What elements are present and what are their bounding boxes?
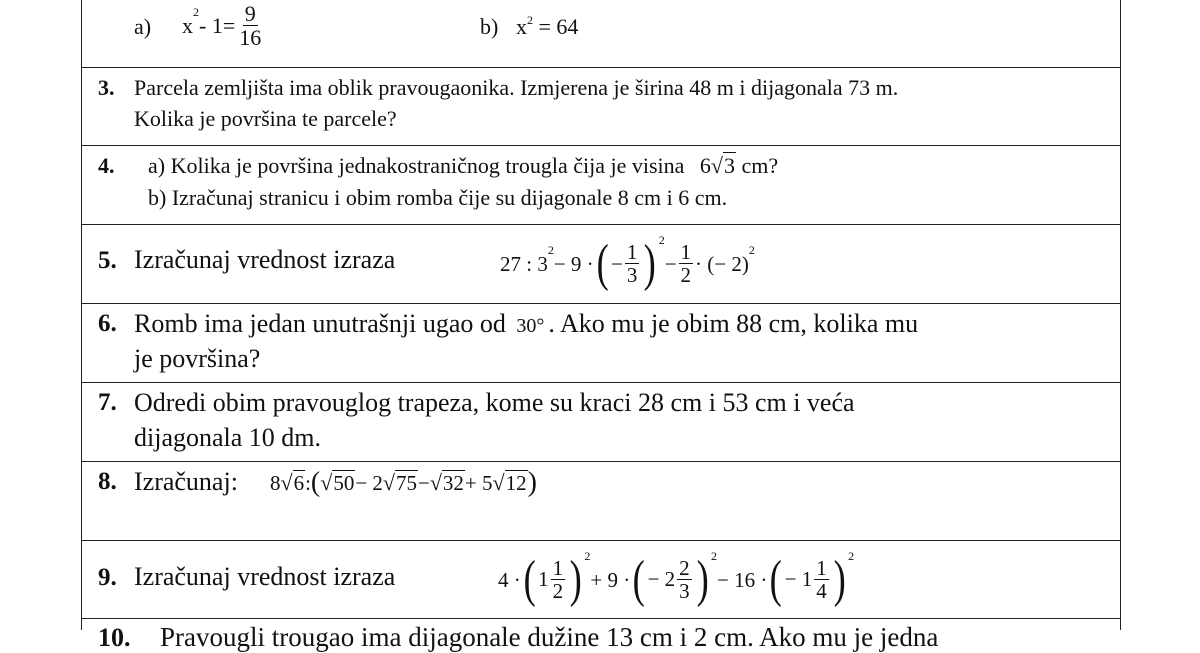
problem-3-line-2: Kolika je površina te parcele? (134, 106, 397, 131)
fraction-1-3: $\frac{1}{3}$ (626, 239, 638, 287)
problem-8-number: 8. (98, 468, 117, 495)
mixed-number-minus-2-2-3: − 2 $\frac{2}{3}$ (647, 555, 690, 603)
mixed-number-1-1-2: 1 $\frac{1}{2}$ (538, 555, 564, 603)
equation-rest: - 1= (199, 13, 236, 39)
problem-10-number: 10. (98, 623, 131, 652)
problem-3-number: 3. (98, 75, 115, 100)
problem-5-row (82, 225, 1120, 304)
problem-8-expression: 8 √ 6 : ( √ 50 − 2 √ 75 − √ 32 + 5 √ 12 ) (270, 467, 537, 498)
problem-5-number: 5. (98, 247, 117, 274)
problem-6-line-2: je površina? (134, 344, 261, 373)
exponent: 2 (193, 4, 199, 19)
fraction-9-16: $\frac{9}{16}$ (239, 1, 262, 51)
problem-4a-line: a) Kolika je površina jednakostraničnog trougla čija je visina 6√3 cm? (148, 153, 779, 178)
problem-4b-line: b) Izračunaj stranicu i obim romba čije su dijagonale 8 cm i 6 cm. (148, 185, 728, 210)
problem-8-text: Izračunaj: (134, 467, 238, 496)
problem-6-line-1: Romb ima jedan unutrašnji ugao od 30° . Ako mu je obim 88 cm, kolika mu (134, 309, 919, 338)
problem-6-row (82, 304, 1120, 383)
problem-10-partial-text: Pravougli trougao ima dijagonale dužine 13 cm i 2 cm. Ako mu je jedna (160, 622, 939, 652)
mixed-number-minus-1-1-4: − 1 $\frac{1}{4}$ (784, 555, 827, 603)
problem-9-expression: 4 · ( 1 $\frac{1}{2}$ ) 2 + 9 · ( − 2 $\frac{2}{3}$ ) 2 − 16 · ( − 1 $\frac{1}{4}$ ) 2 (498, 548, 855, 608)
problem-5-expression: 27 : 3 2 − 9 · ( − $\frac{1}{3}$ ) 2 − $\frac{1}{2}$ · (− 2) 2 (500, 232, 755, 292)
problem-9-text: Izračunaj vrednost izraza (134, 562, 396, 591)
problem-2b-label: b) (480, 14, 499, 39)
left-paren: ( (596, 235, 609, 292)
problem-10-row (82, 619, 1120, 652)
problem-3-row (82, 68, 1120, 146)
problem-2a-equation (182, 2, 265, 50)
problem-7-row (82, 383, 1120, 462)
problem-2a-label: a) (134, 14, 152, 39)
right-paren: ) (643, 235, 657, 292)
problem-5-text: Izračunaj vrednost izraza (134, 245, 396, 274)
problem-7-line-2: dijagonala 10 dm. (134, 423, 322, 452)
sqrt-expression: 6√3 (699, 153, 735, 178)
problem-3-line-1: Parcela zemljišta ima oblik pravougaonika. Izmjerena je širina 48 m i dijagonala 73 m. (134, 75, 899, 100)
problem-2b-equation: $x^2 = 64$ (516, 13, 579, 39)
problem-2-row (82, 0, 1120, 68)
fraction-1-2: $\frac{1}{2}$ (680, 239, 692, 287)
problem-4-number: 4. (98, 153, 115, 178)
angle-value: 30° (516, 315, 545, 337)
problem-6-number: 6. (98, 310, 117, 337)
exercise-sheet (81, 0, 1121, 652)
var-x: x (182, 13, 193, 39)
problem-7-line-1: Odredi obim pravouglog trapeza, kome su kraci 28 cm i 53 cm i veća (134, 388, 855, 417)
problem-8-row (82, 462, 1120, 541)
problem-9-number: 9. (98, 564, 117, 591)
problem-4-row (82, 146, 1120, 225)
problem-7-number: 7. (98, 389, 117, 416)
problem-9-row (82, 541, 1120, 619)
